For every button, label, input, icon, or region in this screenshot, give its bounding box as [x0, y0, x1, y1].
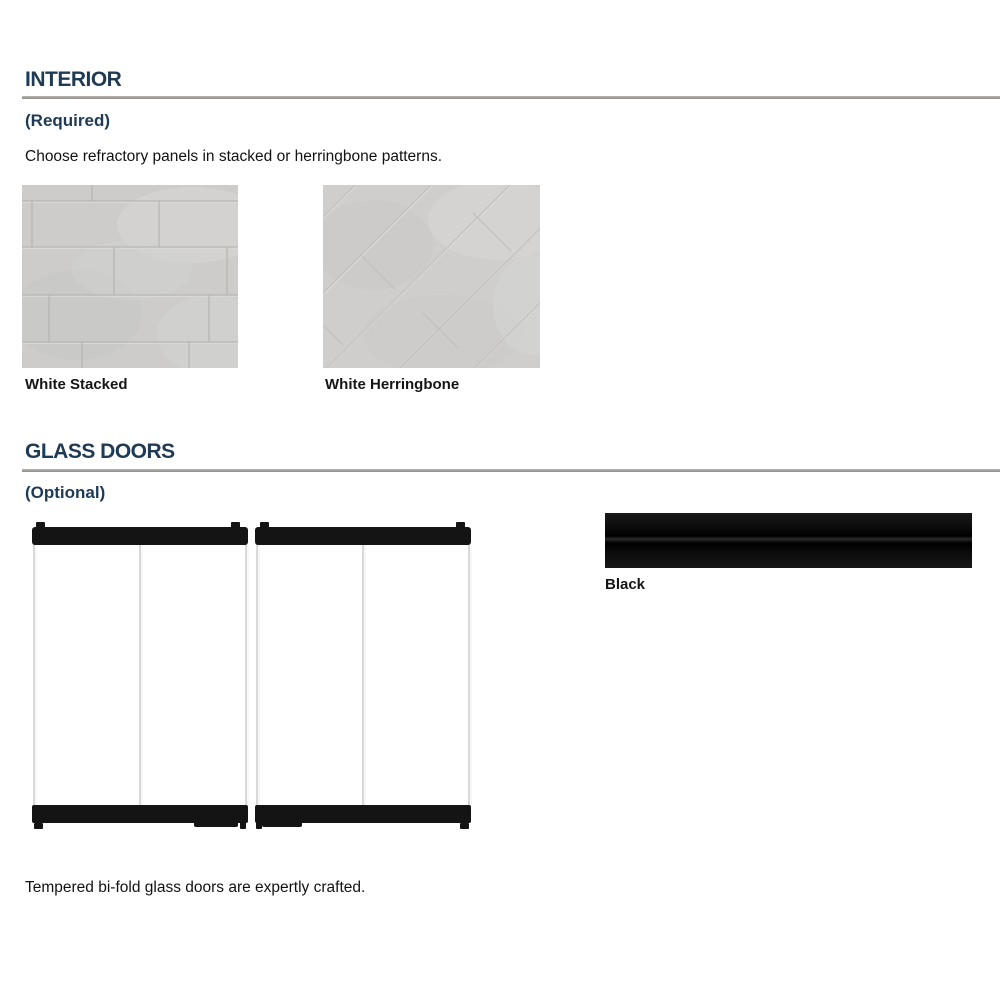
glass-doors-optional-subtitle: (Optional)	[25, 483, 106, 502]
black-frame-swatch-image	[605, 513, 972, 568]
interior-required-subtitle: (Required)	[25, 111, 110, 130]
stacked-panel-graphic	[22, 185, 238, 368]
white-stacked-swatch-image	[22, 185, 238, 368]
white-herringbone-label: White Herringbone	[325, 376, 460, 393]
glass-doors-footnote: Tempered bi-fold glass doors are expertly crafted.	[25, 879, 366, 896]
glass-doors-section-title: GLASS DOORS	[25, 440, 175, 463]
bifold-doors-graphic	[22, 513, 490, 843]
white-herringbone-swatch-image	[323, 185, 540, 368]
black-frame-label: Black	[605, 576, 646, 593]
bifold-glass-doors-image	[22, 513, 490, 843]
interior-description: Choose refractory panels in stacked or herringbone patterns.	[25, 148, 443, 165]
interior-section-title: INTERIOR	[25, 68, 122, 91]
left-door-handle	[194, 818, 238, 827]
glass-doors-section-rule	[22, 469, 1000, 472]
white-stacked-label: White Stacked	[25, 376, 128, 393]
interior-section-rule	[22, 96, 1000, 99]
right-door-handle	[262, 818, 302, 827]
herringbone-panel-graphic	[323, 185, 540, 368]
